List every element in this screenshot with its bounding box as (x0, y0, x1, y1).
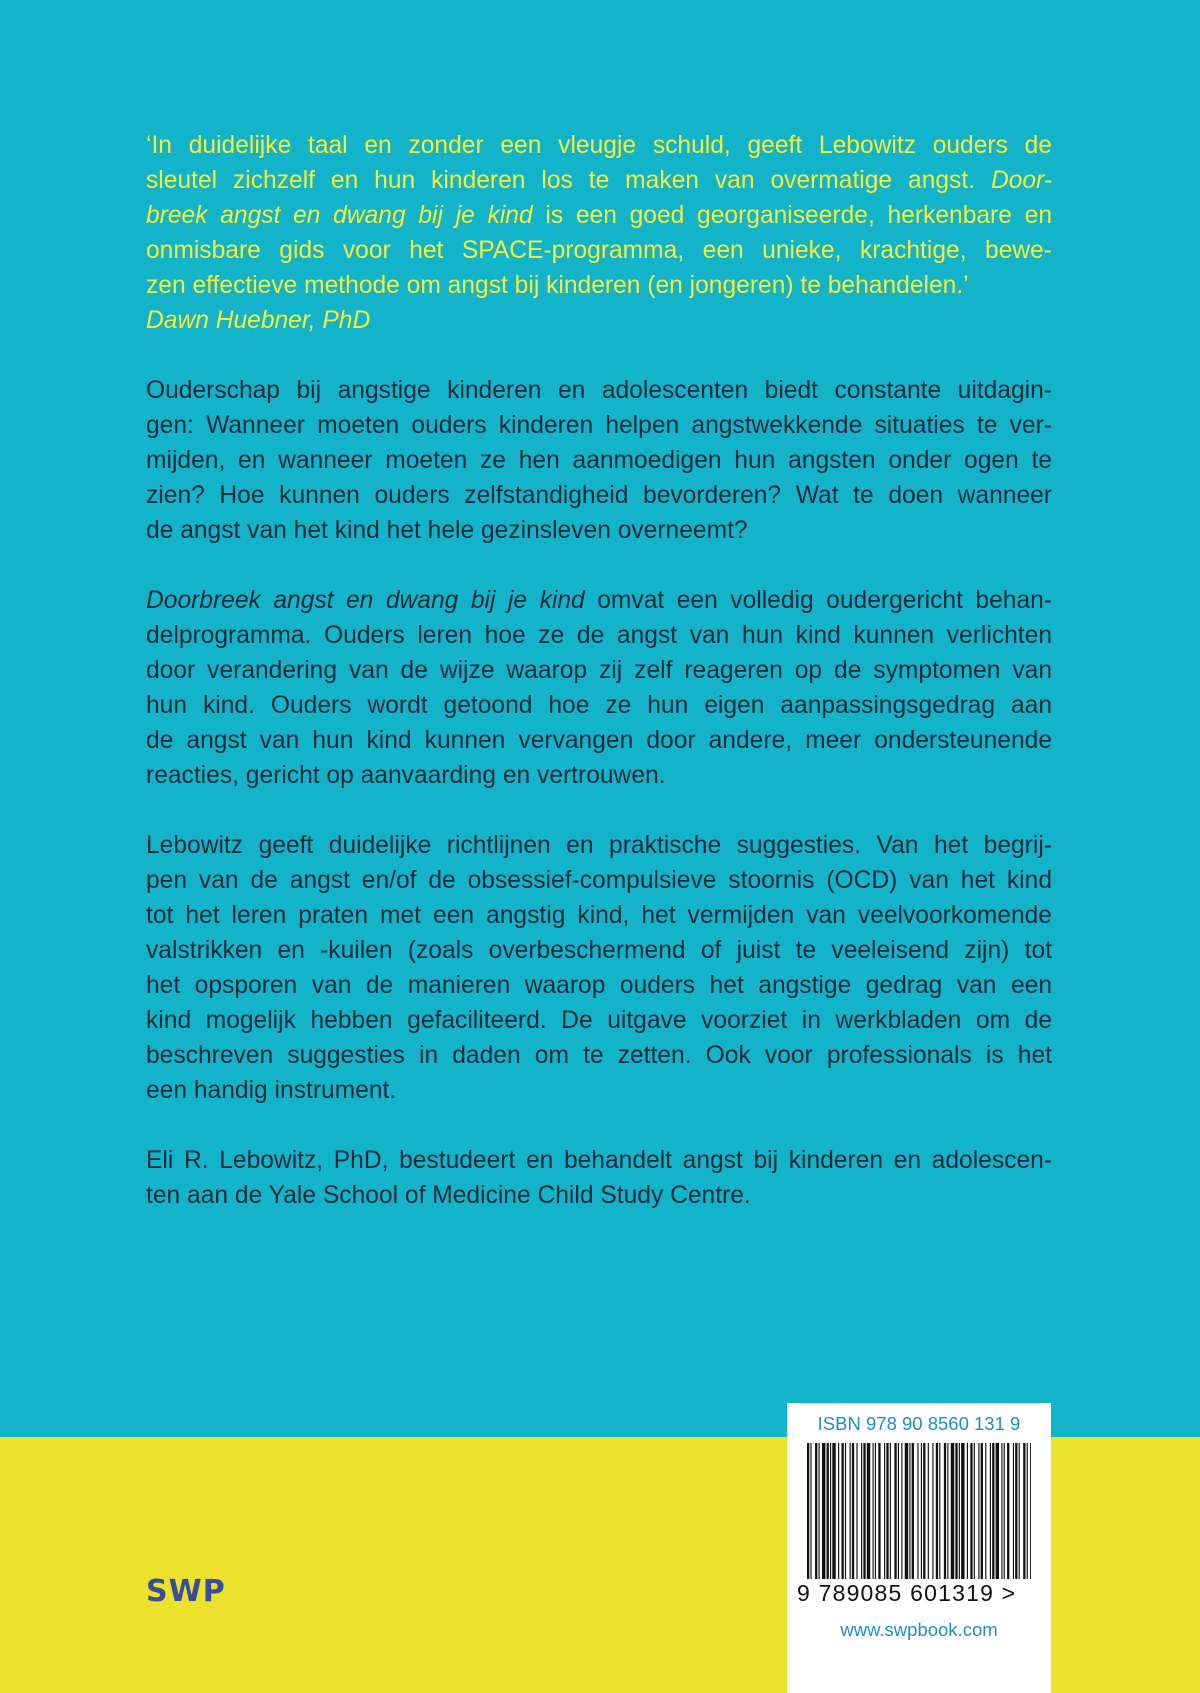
barcode-bar (905, 1443, 908, 1579)
barcode-bar (912, 1443, 914, 1579)
barcode-bar (1004, 1443, 1005, 1579)
barcode-bar (1001, 1443, 1002, 1579)
barcode-bar (890, 1443, 891, 1579)
barcode-bar (810, 1443, 811, 1579)
barcode-bar (928, 1443, 929, 1579)
barcode-bar (842, 1443, 844, 1579)
barcode-bar (838, 1443, 839, 1579)
paragraph-line: ten aan de Yale School of Medicine Child Study Centre. (146, 1182, 751, 1209)
barcode-bar (867, 1443, 870, 1579)
paragraph-line: Lebowitz geeft duidelijke richtlijnen en praktische suggesties. Van het begrij- (146, 832, 1052, 859)
paragraph-line: valstrikken en -kuilen (zoals overbeschermend of juist te veeleisend zijn) tot (146, 937, 1052, 964)
paragraph-intro (146, 373, 1052, 548)
barcode-bar (830, 1443, 831, 1579)
barcode-bar (951, 1443, 954, 1579)
barcode-bar (852, 1443, 854, 1579)
barcode-bar (1019, 1443, 1020, 1579)
barcode-bar (996, 1443, 999, 1579)
barcode-bar (898, 1443, 899, 1579)
paragraph-line: gen: Wanneer moeten ouders kinderen helpen angstwekkende situaties te ver- (146, 412, 1052, 439)
barcode-bar (894, 1443, 896, 1579)
barcode-bar (974, 1443, 975, 1579)
quote-line: breek angst en dwang bij je kind is een goed georganiseerde, herkenbare en (146, 202, 1052, 229)
barcode-bar (832, 1443, 835, 1579)
quote-line: ‘In duidelijke taal en zonder een vleugje schuld, geeft Lebowitz ouders de (146, 132, 1052, 159)
barcode-bar (884, 1443, 885, 1579)
barcode-bar (861, 1443, 862, 1579)
barcode-bar (875, 1443, 876, 1579)
paragraph-line: het opsporen van de manieren waarop ouders het angstige gedrag van een (146, 972, 1052, 999)
barcode-bar (815, 1443, 817, 1579)
paragraph-line: Ouderschap bij angstige kinderen en adolescenten biedt constante uitdagin- (146, 377, 1052, 404)
barcode-bar (970, 1443, 972, 1579)
paragraph-line: de angst van het kind het hele gezinsleven overneemt? (146, 517, 748, 544)
barcode-bar (932, 1443, 933, 1579)
paragraph-line: mijden, en wanneer moeten ze hen aanmoedigen hun angsten onder ogen te (146, 447, 1052, 474)
barcode-bar (856, 1443, 857, 1579)
paragraph-line: tot het leren praten met een angstig kind, het vermijden van veelvoorkomende (146, 902, 1052, 929)
paragraph-line: zien? Hoe kunnen ouders zelfstandigheid bevorderen? Wat te doen wanneer (146, 482, 1052, 509)
paragraph-line: een handig instrument. (146, 1077, 397, 1104)
barcode-bar (1015, 1443, 1017, 1579)
barcode-bar (863, 1443, 865, 1579)
isbn-barcode-panel (787, 1403, 1051, 1693)
barcode-bar (923, 1443, 925, 1579)
quote-title-italic: breek angst en dwang bij je kind (146, 202, 533, 229)
barcode-bar (901, 1443, 902, 1579)
paragraph-line: pen van de angst en/of de obsessief-compulsieve stoornis (OCD) van het kind (146, 867, 1052, 894)
barcode-bar (886, 1443, 888, 1579)
paragraph-line: door verandering van de wijze waarop zij zelf reageren op de symptomen van (146, 657, 1052, 684)
barcode-bar (992, 1443, 994, 1579)
paragraph-line: de angst van hun kind kunnen vervangen door andere, meer ondersteunende (146, 727, 1052, 754)
barcode-bar (947, 1443, 948, 1579)
barcode-bar (909, 1443, 910, 1579)
barcode-bar (1013, 1443, 1014, 1579)
barcode-bar (917, 1443, 918, 1579)
barcode-bar (955, 1443, 957, 1579)
barcode-bar (936, 1443, 938, 1579)
publisher-website: www.swpbook.com (840, 1619, 998, 1640)
barcode-bar (961, 1443, 964, 1579)
barcode-bar (807, 1443, 809, 1579)
quote-line: zen effectieve methode om angst bij kinderen (en jongeren) te behandelen.’ (146, 272, 969, 299)
paragraph-guidelines (146, 828, 1052, 1108)
back-cover-text (146, 128, 1052, 1248)
barcode-bar (959, 1443, 960, 1579)
paragraph-program (146, 583, 1052, 793)
barcode-bar (1023, 1443, 1025, 1579)
barcode-image (807, 1443, 1031, 1579)
paragraph-line: Doorbreek angst en dwang bij je kind omvat een volledig oudergericht behan- (146, 587, 1052, 614)
paragraph-line: kind mogelijk hebben gefaciliteerd. De uitgave voorziet in werkbladen om de (146, 1007, 1052, 1034)
barcode-bar (827, 1443, 829, 1579)
barcode-bar (944, 1443, 946, 1579)
barcode-bar (1030, 1443, 1031, 1579)
book-title-italic: Doorbreek angst en dwang bij je kind (146, 587, 585, 614)
barcode-bar (967, 1443, 968, 1579)
paragraph-author-bio (146, 1143, 1052, 1213)
paragraph-line: delprogramma. Ouders leren hoe ze de angst van hun kind kunnen verlichten (146, 622, 1052, 649)
barcode-bar (845, 1443, 846, 1579)
barcode-bar (985, 1443, 986, 1579)
barcode-bar (990, 1443, 991, 1579)
barcode-bar (878, 1443, 880, 1579)
barcode-bar (1007, 1443, 1009, 1579)
barcode-bar (939, 1443, 940, 1579)
paragraph-line: Eli R. Lebowitz, PhD, bestudeert en behandelt angst bij kinderen en adolescen- (146, 1147, 1052, 1174)
barcode-bar (921, 1443, 922, 1579)
endorsement-quote (146, 128, 1052, 338)
isbn-label: ISBN 978 90 8560 131 9 (817, 1413, 1021, 1434)
paragraph-line: beschreven suggesties in daden om te zetten. Ook voor professionals is het (146, 1042, 1052, 1069)
barcode-digits: 9 789085 601319 > (797, 1580, 1017, 1606)
barcode-bar (1027, 1443, 1028, 1579)
publisher-logo: SWP (146, 1574, 226, 1609)
paragraph-line: reacties, gericht op aanvaarding en vertrouwen. (146, 762, 666, 789)
barcode-bar (978, 1443, 979, 1579)
quote-line: onmisbare gids voor het SPACE-programma, een unieke, krachtige, bewe- (146, 237, 1052, 264)
barcode-bar (850, 1443, 851, 1579)
paragraph-line: hun kind. Ouders wordt getoond hoe ze hun eigen aanpassingsgedrag aan (146, 692, 1052, 719)
barcode-bar (981, 1443, 983, 1579)
quote-title-italic: Door- (990, 167, 1052, 194)
barcode-bar (822, 1443, 825, 1579)
quote-line: sleutel zichzelf en hun kinderen los te maken van overmatige angst. Door- (146, 167, 1052, 194)
quote-attribution: Dawn Huebner, PhD (146, 307, 371, 334)
barcode-bar (873, 1443, 874, 1579)
barcode-bar (819, 1443, 820, 1579)
